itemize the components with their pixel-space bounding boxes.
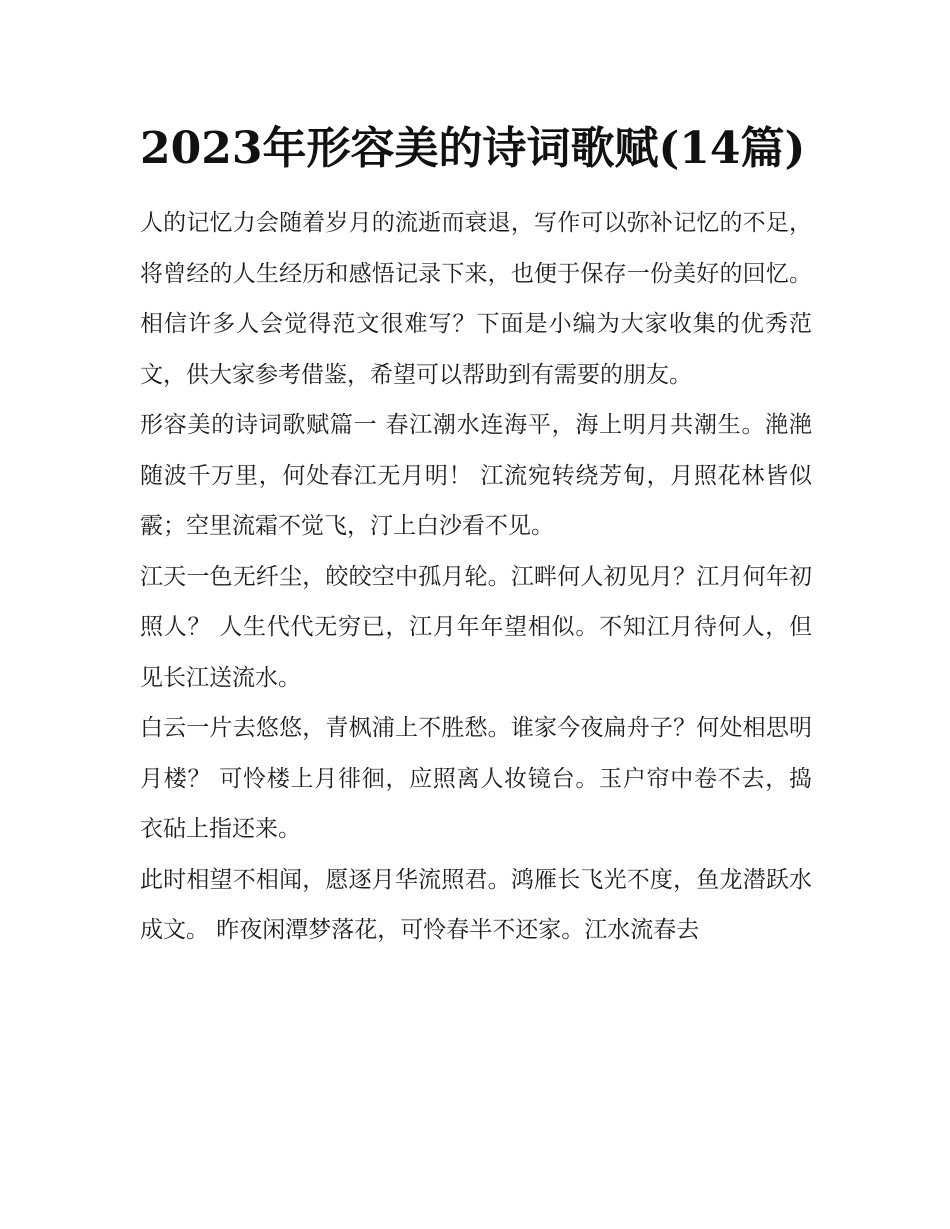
document-body [140,116,812,956]
intro-paragraph: 人的记忆力会随着岁月的流逝而衰退，写作可以弥补记忆的不足，将曾经的人生经历和感悟记录下来，也便于保存一份美好的回忆。相信许多人会觉得范文很难写？下面是小编为大家收集的优秀范文，供大家参考借鉴，希望可以帮助到有需要的朋友。 [140,210,812,388]
document-title: 2023年形容美的诗词歌赋(14篇) [140,123,806,174]
poem-paragraph-3: 白云一片去悠悠，青枫浦上不胜愁。谁家今夜扁舟子？何处相思明月楼？ 可怜楼上月徘徊，应照离人妆镜台。玉户帘中卷不去，捣衣砧上指还来。 [140,715,812,842]
poem-paragraph-2: 江天一色无纤尘，皎皎空中孤月轮。江畔何人初见月？江月何年初照人？ 人生代代无穷已，江月年年望相似。不知江月待何人，但见长江送流水。 [140,563,812,691]
poem-paragraph-1: 形容美的诗词歌赋篇一 春江潮水连海平，海上明月共潮生。滟滟随波千万里，何处春江无月明！ 江流宛转绕芳甸，月照花林皆似霰；空里流霜不觉飞，汀上白沙看不见。 [140,412,812,539]
poem-paragraph-4: 此时相望不相闻，愿逐月华流照君。鸿雁长飞光不度，鱼龙潜跃水成文。 昨夜闲潭梦落花，可怜春半不还家。江水流春去 [140,866,812,943]
